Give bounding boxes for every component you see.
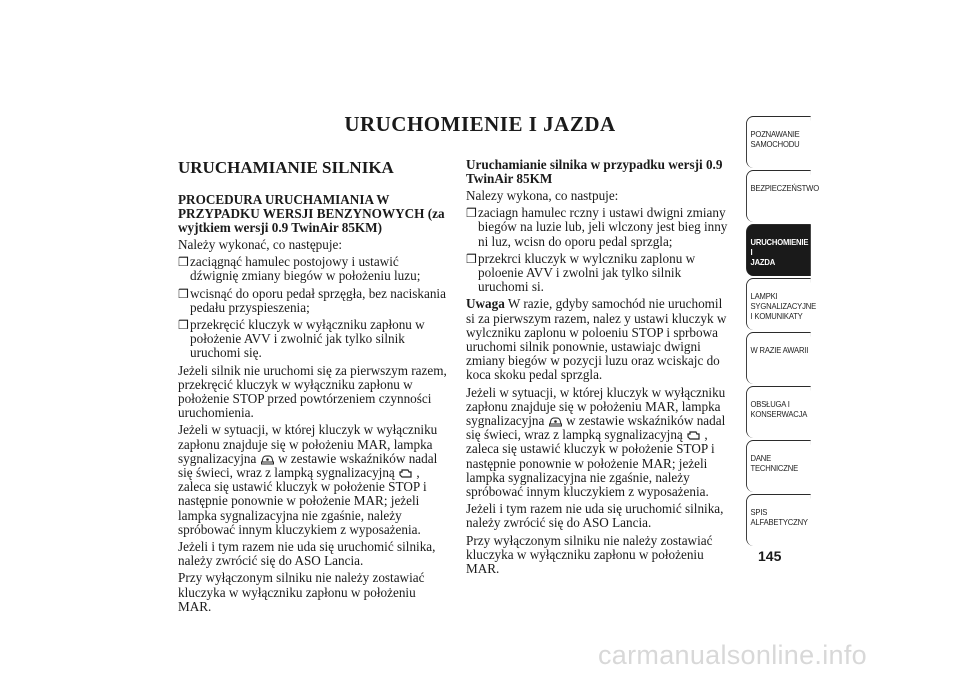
tab-poznawanie-samochodu[interactable]: POZNAWANIE SAMOCHODU (746, 116, 811, 168)
bullet-icon: ❒ (466, 251, 477, 266)
right-column (466, 158, 728, 579)
paragraph: Jeżeli i tym razem nie uda się uruchomić silnika, należy zwrócić się do ASO Lancia. (466, 501, 724, 531)
paragraph-warning-lamps: Jeżeli w sytuacji, w której kluczyk w wyłączniku zapłonu znajduje się w położeniu MAR, lampka sygnalizacyjna w zestawie wskaźników nadal się świeci, wraz z lampką sygnalizacyjną , zaleca się ustawić kluczyk w położenie STOP i następnie ponownie w położenie MAR; jeżeli lampka sygnalizacyjna nie zgaśnie, należy spróbować innym kluczykiem z wyposażenia. (178, 422, 438, 537)
tab-uruchomienie-i-jazda[interactable]: URUCHOMIENIE I JAZDA (746, 224, 811, 276)
paragraph: Jeżeli i tym razem nie uda się uruchomić silnika, należy zwrócić się do ASO Lancia. (178, 539, 436, 569)
list-item-text: wcisnąć do oporu pedał sprzęgła, bez naciskania pedału przyspieszenia; (190, 285, 446, 315)
page-number: 145 (758, 548, 782, 564)
paragraph: Jeżeli silnik nie uruchomi się za pierwszym razem, przekręcić kluczyk w wyłączniku zapłonu w położenie STOP przed powtórzeniem czynności uruchomienia. (178, 362, 447, 421)
engine-check-icon (686, 429, 701, 442)
paragraph: Przy wyłączonym silniku nie należy zostawiać kluczyka w wyłączniku zapłonu w położeniu MAR. (466, 532, 713, 577)
immobilizer-car-icon (548, 415, 563, 428)
paragraph: Przy wyłączonym silniku nie należy zostawiać kluczyka w wyłączniku zapłonu w położeniu MAR. (178, 570, 425, 614)
intro-text: Nalezy wykona, co nastpuje: (466, 188, 619, 203)
intro-text: Należy wykonać, co następuje: (178, 237, 343, 252)
left-column (178, 158, 450, 617)
procedure-subheading: PROCEDURA URUCHAMIANIA W PRZYPADKU WERSJI BENZYNOWYCH (za wyjtkiem wersji 0.9 TwinAir 85KM) (178, 192, 445, 235)
bullet-icon: ❒ (178, 286, 189, 301)
engine-check-icon (398, 467, 413, 480)
list-item (466, 252, 728, 295)
list-item-text: przekrci kluczyk w wylczniku zaplonu w poloenie AVV i zwolni jak tylko silnik uruchomi si. (478, 250, 696, 295)
bullet-icon: ❒ (178, 318, 189, 333)
list-item (466, 206, 728, 249)
paragraph-warning-lamps: Jeżeli w sytuacji, w której kluczyk w wyłączniku zapłonu znajduje się w położeniu MAR, lampka sygnalizacyjna w zestawie wskaźników nadal się świeci, wraz z lampką sygnalizacyjną , zaleca się ustawić kluczyk w położenie STOP i następnie ponownie w położenie MAR; jeżeli lampka sygnalizacyjna nie zgaśnie, należy spróbować innym kluczykiem z wyposażenia. (466, 384, 726, 500)
section-heading: URUCHAMIANIE SILNIKA (178, 158, 394, 177)
tab-spis-alfabetyczny[interactable]: SPIS ALFABETYCZNY (746, 494, 811, 546)
list-item (178, 318, 450, 361)
note-label: Uwaga (466, 296, 505, 312)
tab-w-razie-awarii[interactable]: W RAZIE AWARII (746, 332, 811, 384)
step-list (178, 255, 450, 360)
tab-lampki-sygnalizacyjne[interactable]: LAMPKI SYGNALIZACYJNE I KOMUNIKATY (746, 278, 811, 330)
list-item-text: zaciagn hamulec rczny i ustawi dwigni zmiany biegów na luzie lub, jeli wlczony jest bieg inny ni luz, wcisn do oporu pedal sprzgla; (478, 205, 728, 249)
bullet-icon: ❒ (178, 255, 189, 270)
step-list (466, 206, 728, 294)
tab-dane-techniczne[interactable]: DANE TECHNICZNE (746, 440, 811, 492)
immobilizer-car-icon (260, 453, 275, 466)
list-item (178, 287, 450, 315)
page-title: URUCHOMIENIE I JAZDA (344, 112, 616, 136)
list-item-text: zaciągnąć hamulec postojowy i ustawić dźwignię zmiany biegów w położeniu luzu; (190, 254, 421, 284)
watermark: carmanualsonline.info (598, 640, 867, 670)
list-item (178, 255, 450, 283)
twinair-subheading: Uruchamianie silnika w przypadku wersji 0.9 TwinAir 85KM (466, 157, 723, 186)
tab-bezpieczenstwo[interactable]: BEZPIECZEŃSTWO (746, 170, 811, 222)
bullet-icon: ❒ (466, 206, 477, 221)
tab-obsluga-i-konserwacja[interactable]: OBSŁUGA I KONSERWACJA (746, 386, 811, 438)
chapter-sidebar (746, 116, 818, 548)
list-item-text: przekręcić kluczyk w wyłączniku zapłonu w położenie AVV i zwolnić jak tylko silnik uruchomi się. (190, 317, 425, 361)
note-paragraph: Uwaga W razie, gdyby samochód nie uruchomil si za pierwszym razem, nalez y ustawi kluczyk w wylczniku zaplonu w poloeniu STOP i sprbowa uruchomi silnik ponownie, ustawiajc dwigni zmiany biegów w pozycji luzu oraz wciskajc do koca skoku pedal sprzgla. (466, 296, 727, 383)
